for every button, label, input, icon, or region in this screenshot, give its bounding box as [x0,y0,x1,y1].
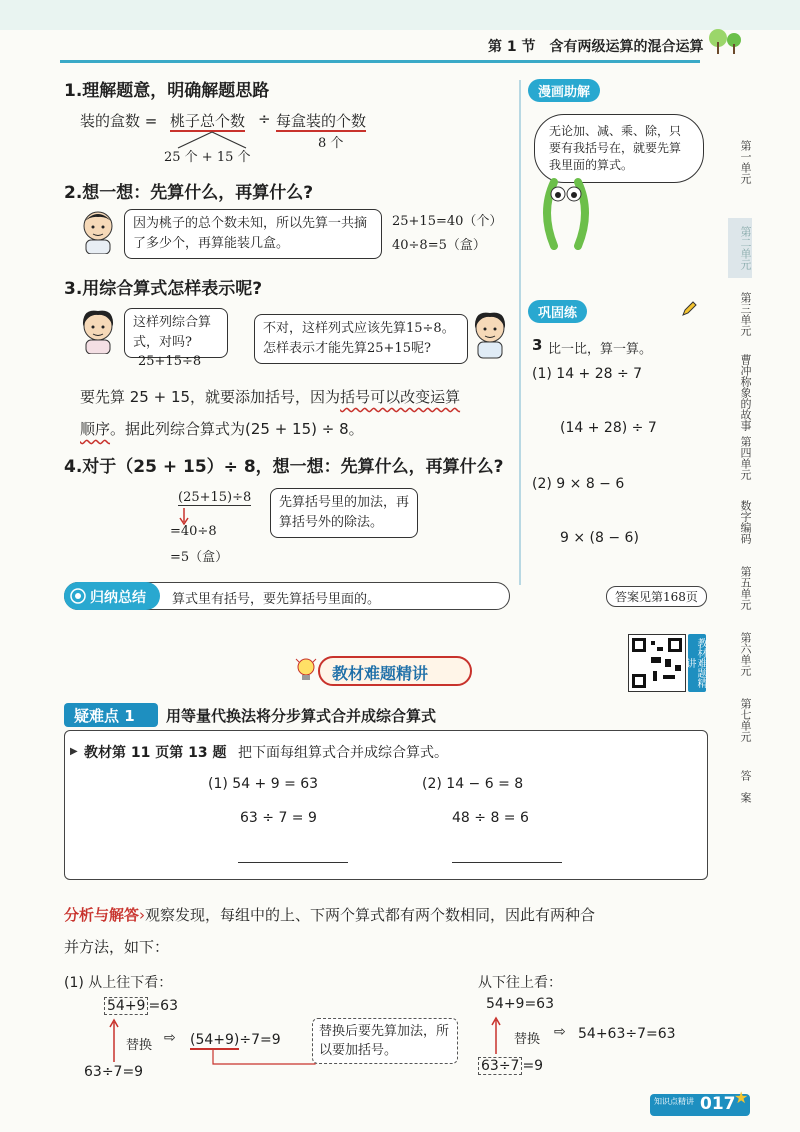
g1-line-a: (1) 54 + 9 = 63 [208,776,319,792]
target-icon [70,588,86,608]
left-method-title: (1) 从上往下看： [64,975,173,991]
q-a2: (14 + 28) ÷ 7 [560,420,657,436]
paragraph-1b: 括号可以改变运算 [340,388,461,406]
section-4-title: 4.对于（25 + 15）÷ 8，想一想：先算什么，再算什么? [64,457,504,477]
girl-avatar-right [470,310,510,364]
qr-code[interactable] [628,634,686,692]
tag-practice: 巩固练 [528,300,587,323]
l-result-a: (54+9) [190,1032,240,1048]
task-text: 把下面每组算式合并成综合算式。 [238,745,448,761]
s4-line-2: =40÷8 [170,524,217,539]
formula-a: 桃子总个数 [170,112,246,130]
tab-answers[interactable]: 答 案 [739,770,752,803]
q-a1: (1) 14 + 28 ÷ 7 [532,366,643,382]
comic-bubble: 无论加、减、乘、除，只要有我括号在，就要先算我里面的算式。 [534,114,704,183]
section-2-title: 2.想一想：先算什么，再算什么? [64,183,314,203]
sub-b: 8 个 [318,136,344,151]
tree-icon [708,26,744,56]
paragraph-2a: 顺序 [80,420,111,438]
r-arrow-right-icon: ⇨ [554,1024,566,1040]
l-replace: 替换 [126,1038,153,1053]
bubble-answer: 不对，这样列式应该先算15÷8。怎样表示才能先算25+15呢? [254,314,468,364]
formula-op: ÷ [258,110,271,128]
s4-note: 先算括号里的加法，再算括号外的除法。 [270,488,418,538]
g1-line-b: 63 ÷ 7 = 9 [240,810,317,826]
tab-unit-4[interactable]: 第四单元 [739,436,752,480]
footer-brand: 知识点精讲 [654,1097,694,1106]
l-note: 替换后要先算加法，所以要加括号。 [312,1018,458,1064]
tab-unit-7[interactable]: 第七单元 [739,698,752,742]
summary-badge: 归纳总结 [64,582,160,610]
l-arrow-right-icon: ⇨ [164,1030,176,1046]
r-top: 54+9=63 [486,996,554,1012]
q-number: 3 [532,336,543,354]
s4-line-3: =5（盒） [170,550,229,565]
summary-text: 算式里有括号，要先算括号里面的。 [172,592,381,607]
column-divider [519,80,521,585]
difficulty-badge: 疑难点 1 [64,703,158,727]
bubble-question: 这样列综合算式，对吗? [124,308,228,358]
g2-line-a: (2) 14 − 6 = 8 [422,776,524,792]
tab-unit-2[interactable]: 第二单元 [728,218,752,278]
l-result-b: ÷7=9 [239,1032,281,1048]
paragraph-1a: 要先算 25 + 15，就要添加括号，因为 [80,388,341,406]
answer-blank-1[interactable] [238,862,348,863]
tag-comic: 漫画助解 [528,79,600,102]
page-number: 017 [700,1094,736,1114]
section-3-title: 3.用综合算式怎样表示呢? [64,279,263,299]
answer-ref[interactable]: 答案见第168页 [606,586,707,607]
l-top-rest: =63 [148,998,178,1014]
formula-b: 每盒装的个数 [276,112,367,130]
eq-1: 25+15=40（个） [392,214,503,229]
tab-story[interactable]: 曹冲称象的故事 [739,354,752,431]
r-bottom-rest: =9 [522,1058,544,1074]
q-text: 比一比，算一算。 [548,342,653,357]
section-1-title: 1.理解题意，明确解题思路 [64,81,270,101]
analysis-text-1: 观察发现，每组中的上、下两个算式都有两个数相同，因此有两种合 [145,906,596,924]
qr-label: 教材难题精讲 [688,634,706,692]
r-arrow-up [490,1016,506,1056]
bracket-character-icon [536,172,596,256]
bubble-think: 因为桃子的总个数未知，所以先算一共摘了多少个，再算能装几盒。 [124,209,382,259]
r-bottom-box: 63÷7 [478,1057,522,1075]
s4-line-1: (25+15)÷8 [178,490,252,505]
sub-a: 25 个 + 15 个 [164,150,251,165]
section-header: 第 1 节 含有两级运算的混合运算 [488,39,704,55]
tab-unit-1[interactable]: 第一单元 [739,140,752,184]
analysis-arrow-icon: › [139,906,146,924]
r-result: 54+63÷7=63 [578,1026,676,1042]
triangle-icon: ▶ [70,746,78,757]
star-icon: ★ [734,1088,749,1107]
q-b2: 9 × (8 − 6) [560,530,639,546]
tab-unit-5[interactable]: 第五单元 [739,566,752,610]
q-b1: (2) 9 × 8 − 6 [532,476,625,492]
analysis-label: 分析与解答 [64,906,140,924]
paragraph-2b: 。据此列综合算式为(25 + 15) ÷ 8。 [110,420,364,438]
bulb-icon [294,656,318,688]
eq-2: 40÷8=5（盒） [392,238,486,253]
l-arrow-up [108,1018,124,1064]
l-bottom: 63÷7=9 [84,1064,144,1080]
tab-digit-code[interactable]: 数字编码 [739,500,752,544]
formula-left: 装的盒数 = [80,112,158,130]
difficulty-title: 用等量代换法将分步算式合并成综合算式 [166,707,437,725]
textbook-ref: 教材第 11 页第 13 题 [84,745,227,761]
g2-line-b: 48 ÷ 8 = 6 [452,810,529,826]
banner-title: 教材难题精讲 [332,664,429,683]
analysis-text-2: 并方法，如下： [64,938,170,956]
expr-wrong: 25+15÷8 [138,354,202,369]
girl-avatar-left [78,308,118,358]
l-top-box: 54+9 [104,997,148,1015]
header-rule [60,60,700,63]
right-method-title: 从下往上看： [478,975,562,991]
top-strip [0,0,800,30]
tab-unit-6[interactable]: 第六单元 [739,632,752,676]
answer-blank-2[interactable] [452,862,562,863]
r-replace: 替换 [514,1032,541,1047]
boy-avatar [78,208,118,258]
pencil-icon [680,300,698,322]
l-note-connector [205,1048,325,1070]
tab-unit-3[interactable]: 第三单元 [739,292,752,336]
